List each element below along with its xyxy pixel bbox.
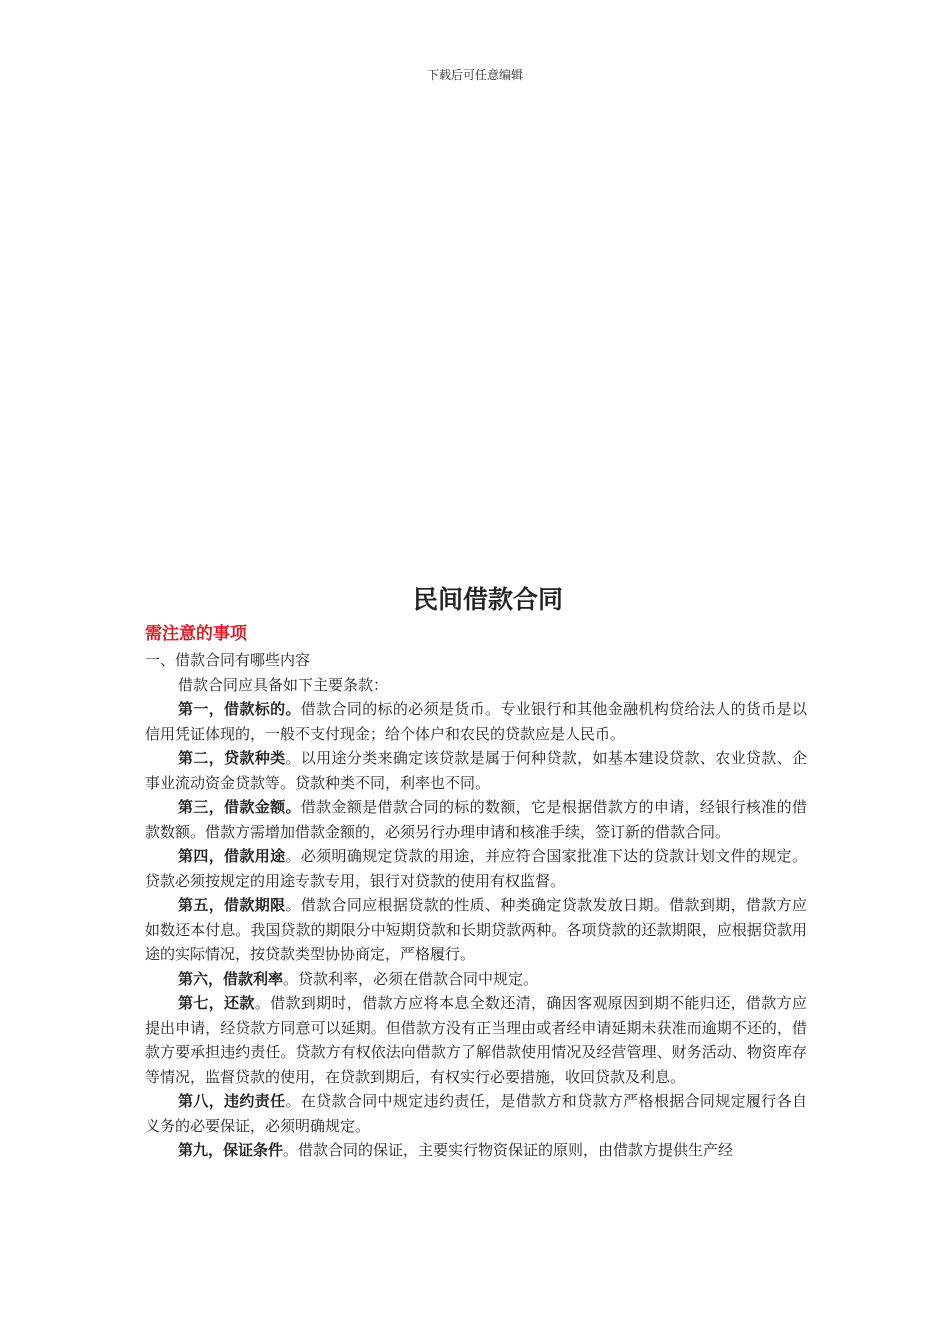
clause-paragraph	[145, 795, 807, 844]
clause-heading: 第三，借款金额。	[178, 798, 301, 816]
clause-text: 。借款合同应根据贷款的性质、种类确定贷款发放日期。借款到期，借款方应如数还本付息。我国贷款的期限分中短期贷款和长期贷款两种。各项贷款的还款期限，应根据贷款用途的实际情况，按贷款类型协协商定，严格履行。	[145, 896, 807, 963]
page-header: 下载后可任意编辑	[426, 68, 523, 82]
clause-heading: 第四，借款用途	[178, 847, 286, 865]
clause-heading: 第八，违约责任	[178, 1092, 286, 1110]
clause-paragraph	[145, 697, 807, 746]
clause-paragraph	[145, 991, 807, 1089]
clause-text: 。以用途分类来确定该贷款是属于何种贷款，如基本建设贷款、农业贷款、企事业流动资金贷款等。贷款种类不同，利率也不同。	[145, 749, 807, 792]
clause-heading: 第五，借款期限	[178, 896, 286, 914]
clause-text: 。借款到期时，借款方应将本息全数还清，确因客观原因到期不能归还，借款方应提出申请，经贷款方同意可以延期。但借款方没有正当理由或者经申请延期未获准而逾期不还的，借款方要承担违约责任。贷款方有权依法向借款方了解借款使用情况及经营管理、财务活动、物资库存等情况，监督贷款的使用，在贷款到期后，有权实行必要措施，收回贷款及利息。	[145, 994, 807, 1086]
section-heading: 需注意的事项	[145, 624, 247, 644]
clause-paragraph	[145, 1138, 807, 1163]
clause-paragraph	[145, 967, 807, 992]
clause-paragraph	[145, 893, 807, 967]
clause-text: 。必须明确规定贷款的用途，并应符合国家批准下达的贷款计划文件的规定。贷款必须按规定的用途专款专用，银行对贷款的使用有权监督。	[145, 847, 807, 890]
document-title: 民间借款合同	[412, 585, 563, 614]
clause-paragraph	[145, 844, 807, 893]
clause-heading: 第七，还款	[178, 994, 255, 1012]
clause-text: 借款合同的标的必须是货币。专业银行和其他金融机构贷给法人的货币是以信用凭证体现的，一般不支付现金；给个体户和农民的贷款应是人民币。	[145, 700, 807, 743]
clause-text: 借款金额是借款合同的标的数额，它是根据借款方的申请，经银行核准的借款数额。借款方需增加借款金额的，必须另行办理申请和核准手续，签订新的借款合同。	[145, 798, 807, 841]
clause-heading: 第九，保证条件	[178, 1141, 284, 1159]
intro-paragraph: 借款合同应具备如下主要条款：	[178, 675, 389, 694]
clause-heading: 第六，借款利率	[178, 969, 284, 988]
clause-text: 。贷款利率，必须在借款合同中规定。	[283, 969, 539, 988]
clause-text: 。借款合同的保证，主要实行物资保证的原则，由借款方提供生产经	[283, 1141, 734, 1159]
clause-heading: 第二，贷款种类	[178, 749, 286, 767]
document-body	[145, 620, 807, 1163]
clause-paragraph	[145, 746, 807, 795]
subheading: 一、借款合同有哪些内容	[145, 651, 311, 669]
clause-text: 。在贷款合同中规定违约责任，是借款方和贷款方严格根据合同规定履行各自义务的必要保证，必须明确规定。	[145, 1092, 807, 1135]
clause-paragraph	[145, 1089, 807, 1138]
clause-heading: 第一，借款标的。	[178, 700, 301, 718]
